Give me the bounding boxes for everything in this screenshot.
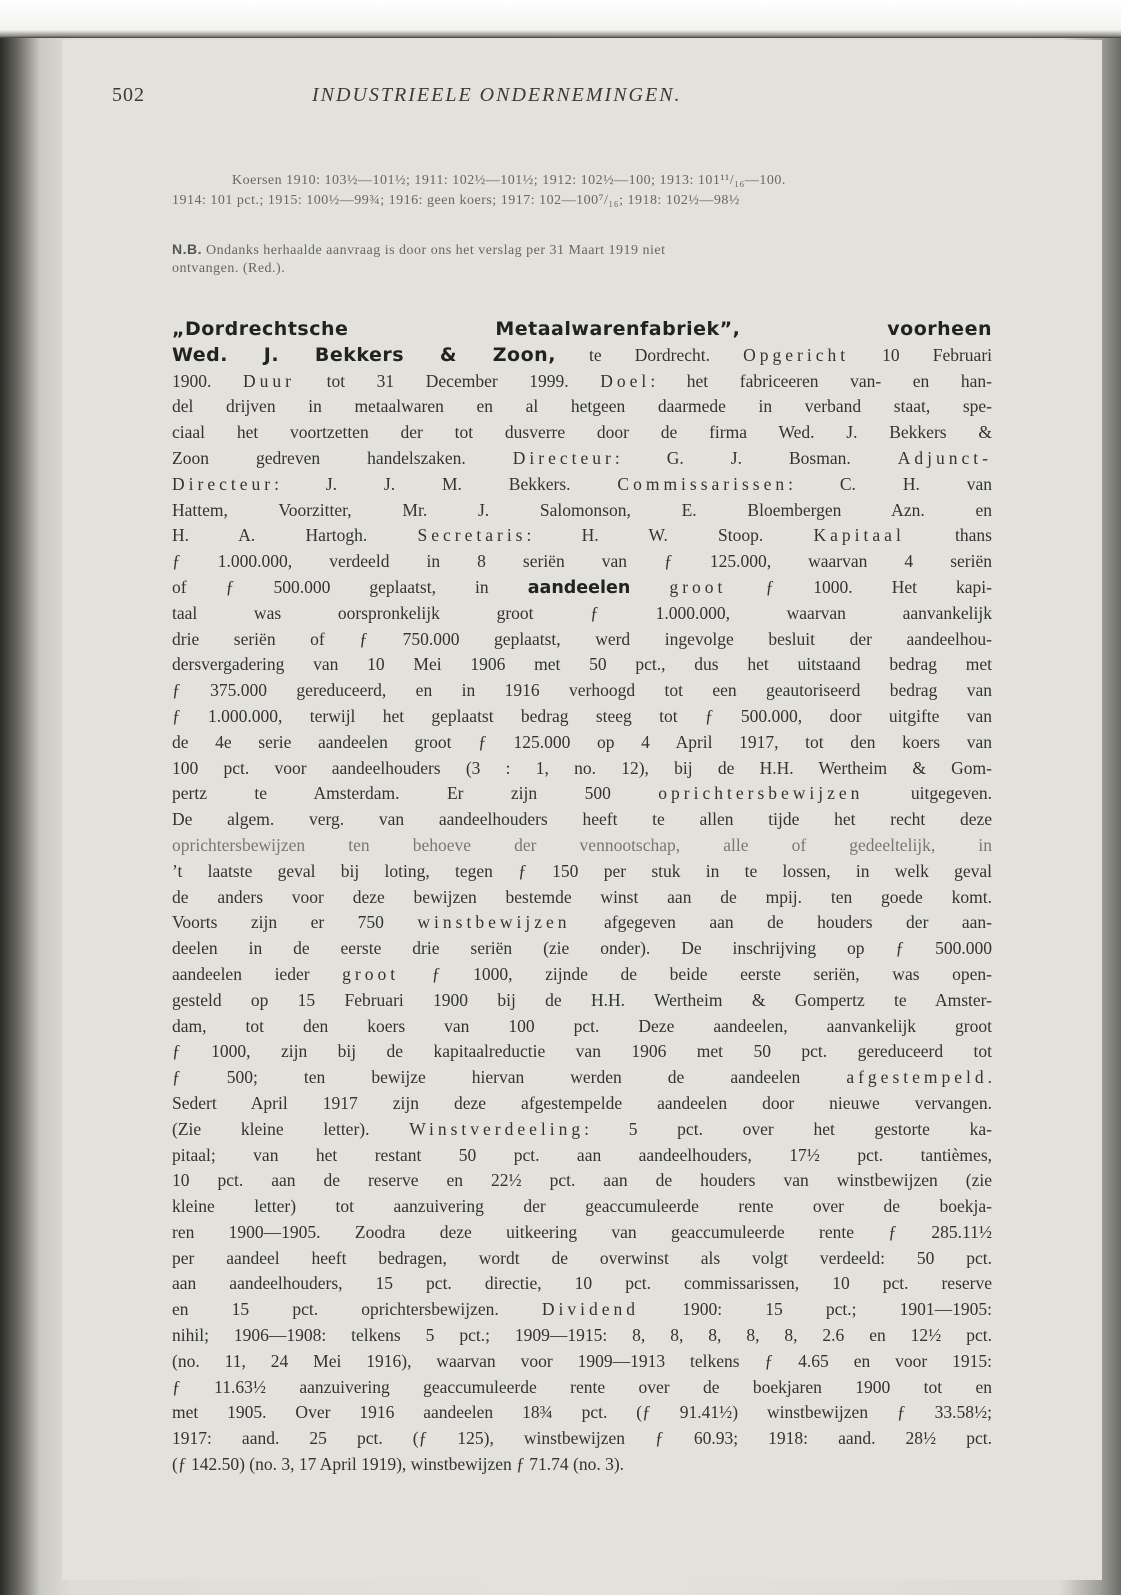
text-run: H. A. Hartogh.	[172, 525, 418, 546]
bold-term: aandeelen	[527, 577, 631, 598]
spaced-term: Kapitaal	[813, 525, 905, 546]
text-run: afgegeven aan de houders der aan-	[570, 912, 993, 933]
spaced-term: oprichtersbewijzen	[658, 783, 864, 804]
spaced-term: groot	[342, 963, 400, 984]
text-run: 10 Februari	[849, 344, 993, 365]
spaced-term: Secretaris	[417, 525, 527, 546]
spaced-term: Doel	[600, 370, 651, 391]
note-label: N.B.	[172, 241, 202, 257]
koersen-line-2: 1914: 101 pct.; 1915: 100½—99¾; 1916: geen koers; 1917: 102—100⁷/₁₆; 1918: 102½—98½	[172, 193, 740, 208]
article-line: ’t laatste geval bij loting, tegen ƒ 150 per stuk in te lossen, in welk geval	[172, 860, 992, 881]
article-line: ƒ 1000, zijn bij de kapitaalreductie van 1906 met 50 pct. gereduceerd tot	[172, 1041, 992, 1062]
article-line: pitaal; van het restant 50 pct. aan aandeelhouders, 17½ pct. tantièmes,	[172, 1144, 992, 1165]
article-line: met 1905. Over 1916 aandeelen 18¾ pct. (ƒ 91.41½) winstbewijzen ƒ 33.58½;	[172, 1402, 992, 1423]
text-run: : H. W. Stoop.	[526, 525, 814, 546]
text-run: te Dordrecht.	[555, 344, 744, 365]
text-run: of ƒ 500.000 geplaatst, in	[172, 576, 528, 597]
article-line: ƒ 1.000.000, verdeeld in 8 seriën van ƒ 125.000, waarvan 4 seriën	[172, 551, 992, 572]
article-line: 100 pct. voor aandeelhouders (3 : 1, no. 12), bij de H.H. Wertheim & Gom-	[172, 757, 992, 778]
scan-top-edge	[0, 0, 1121, 38]
text-run: uitgegeven.	[863, 783, 993, 804]
running-title: INDUSTRIEELE ONDERNEMINGEN.	[312, 84, 682, 106]
spaced-term: Directeur	[512, 447, 615, 468]
article-line: 10 pct. aan de reserve en 22½ pct. aan de houders van winstbewijzen (zie	[172, 1170, 992, 1191]
article-line: del drijven in metaalwaren en al hetgeen daarmede in verband staat, spe-	[172, 396, 992, 417]
article-line: de 4e serie aandeelen groot ƒ 125.000 op 4 April 1917, tot den koers van	[172, 731, 992, 752]
note-line-1	[172, 240, 992, 260]
article-line: deelen in de eerste drie seriën (zie onder). De inschrijving op ƒ 500.000	[172, 938, 992, 959]
text-run: Voorts zijn er 750	[172, 912, 418, 933]
spaced-term: Directeur	[172, 473, 275, 494]
text-run: aandeelen ieder	[172, 963, 343, 984]
text-run: ƒ 500; ten bewijze hiervan werden de aandeelen	[172, 1067, 847, 1088]
text-run: pertz te Amsterdam. Er zijn 500	[172, 783, 659, 804]
article-line	[172, 523, 992, 549]
text-run: : 5 pct. over het gestorte ka-	[584, 1118, 992, 1139]
spaced-term: Winstverdeeling	[409, 1118, 585, 1139]
article-line	[172, 1297, 992, 1323]
spaced-term: Opgericht	[743, 344, 850, 365]
text-run: ƒ 1000, zijnde de beide eerste seriën, was open-	[399, 963, 992, 984]
article-line: ren 1900—1905. Zoodra deze uitkeering van geaccumuleerde rente ƒ 285.11½	[172, 1221, 992, 1242]
article-line: Hattem, Voorzitter, Mr. J. Salomonson, E. Bloembergen Azn. en	[172, 499, 992, 520]
article-line	[172, 910, 992, 936]
text-run: .	[987, 1067, 992, 1088]
text-run: ƒ 1000. Het kapi-	[726, 576, 992, 597]
article-line: kleine letter) tot aanzuivering der geaccumuleerde rente over de boekja-	[172, 1196, 992, 1217]
note-line-2: ontvangen. (Red.).	[172, 261, 286, 276]
article-line: per aandeel heeft bedragen, wordt de overwinst als volgt verdeeld: 50 pct.	[172, 1247, 992, 1268]
article-line: ciaal het voortzetten der tot dusverre door de firma Wed. J. Bekkers &	[172, 422, 992, 443]
article-line: nihil; 1906—1908: telkens 5 pct.; 1909—1915: 8, 8, 8, 8, 8, 2.6 en 12½ pct.	[172, 1325, 992, 1346]
article-line	[172, 1117, 992, 1143]
article-line: drie seriën of ƒ 750.000 geplaatst, werd ingevolge besluit der aandeelhou-	[172, 628, 992, 649]
spaced-term: Dividend	[541, 1299, 640, 1320]
text-run: 1900.	[172, 370, 243, 391]
article-line: ƒ 1.000.000, terwijl het geplaatst bedrag steeg tot ƒ 500.000, door uitgifte van	[172, 705, 992, 726]
firm-name-cont: Wed. J. Bekkers & Zoon,	[172, 343, 556, 366]
spaced-term: afgestempeld	[846, 1067, 988, 1088]
spaced-term: groot	[669, 576, 727, 597]
article-body	[172, 317, 992, 1478]
text-run	[630, 577, 669, 597]
article-line: dam, tot den koers van 100 pct. Deze aandeelen, aanvankelijk groot	[172, 1015, 992, 1036]
text-run: : C. H. van	[788, 473, 992, 494]
spaced-term: Duur	[243, 370, 295, 391]
text-run: tot 31 December 1999.	[294, 370, 601, 391]
text-run: Zoon gedreven handelszaken.	[172, 447, 513, 468]
spaced-term: Commissarissen	[617, 473, 789, 494]
article-line: Sedert April 1917 zijn deze afgestempelde aandeelen door nieuwe vervangen.	[172, 1092, 992, 1113]
article-line	[172, 962, 992, 988]
text-run: : J. J. M. Bekkers.	[274, 473, 618, 494]
text-run: : het fabriceeren van- en han-	[650, 370, 993, 391]
article-line	[172, 343, 992, 369]
article-line: gesteld op 15 Februari 1900 bij de H.H. Wertheim & Gompertz te Amster-	[172, 989, 992, 1010]
note-text-1: Ondanks herhaalde aanvraag is door ons het verslag per 31 Maart 1919 niet	[206, 243, 666, 258]
article-line: de anders voor deze bewijzen bestemde winst aan de mpij. ten goede komt.	[172, 886, 992, 907]
article-line	[172, 446, 992, 472]
page-number: 502	[112, 84, 145, 106]
text-run: : G. J. Bosman.	[614, 447, 898, 468]
article-line: 1917: aand. 25 pct. (ƒ 125), winstbewijzen ƒ 60.93; 1918: aand. 28½ pct.	[172, 1428, 992, 1449]
article-line: De algem. verg. van aandeelhouders heeft te allen tijde het recht deze	[172, 809, 992, 830]
article-line: aan aandeelhouders, 15 pct. directie, 10 pct. commissarissen, 10 pct. reserve	[172, 1273, 992, 1294]
text-run: thans	[904, 525, 992, 546]
article-line	[172, 781, 992, 807]
article-line	[172, 472, 992, 498]
text-run: (Zie kleine letter).	[172, 1118, 410, 1139]
article-line: dersvergadering van 10 Mei 1906 met 50 pct., dus het uitstaand bedrag met	[172, 654, 992, 675]
article-line: (ƒ 142.50) (no. 3, 17 April 1919), winstbewijzen ƒ 71.74 (no. 3).	[172, 1454, 625, 1475]
article-line: (no. 11, 24 Mei 1916), waarvan voor 1909—1913 telkens ƒ 4.65 en voor 1915:	[172, 1350, 992, 1371]
article-line: ƒ 375.000 gereduceerd, en in 1916 verhoogd tot een geautoriseerd bedrag van	[172, 680, 992, 701]
article-line	[172, 1065, 992, 1091]
spaced-term: winstbewijzen	[417, 912, 571, 933]
article-line: oprichtersbewijzen ten behoeve der vennootschap, alle of gedeeltelijk, in	[172, 834, 992, 855]
article-line: taal was oorspronkelijk groot ƒ 1.000.000, waarvan aanvankelijk	[172, 602, 992, 623]
article-line	[172, 575, 992, 601]
firm-name: „Dordrechtsche Metaalwarenfabriek”, voorheen	[172, 318, 992, 340]
koersen-line-1: Koersen 1910: 103½—101½; 1911: 102½—101½; 1912: 102½—100; 1913: 101¹¹/₁₆—100.	[232, 173, 786, 188]
spaced-term: Adjunct-	[897, 447, 992, 468]
article-line	[172, 369, 992, 395]
text-run: 1900: 15 pct.; 1901—1905:	[639, 1299, 992, 1320]
text-run: en 15 pct. oprichtersbewijzen.	[172, 1299, 542, 1320]
article-line: ƒ 11.63½ aanzuivering geaccumuleerde rente over de boekjaren 1900 tot en	[172, 1376, 992, 1397]
